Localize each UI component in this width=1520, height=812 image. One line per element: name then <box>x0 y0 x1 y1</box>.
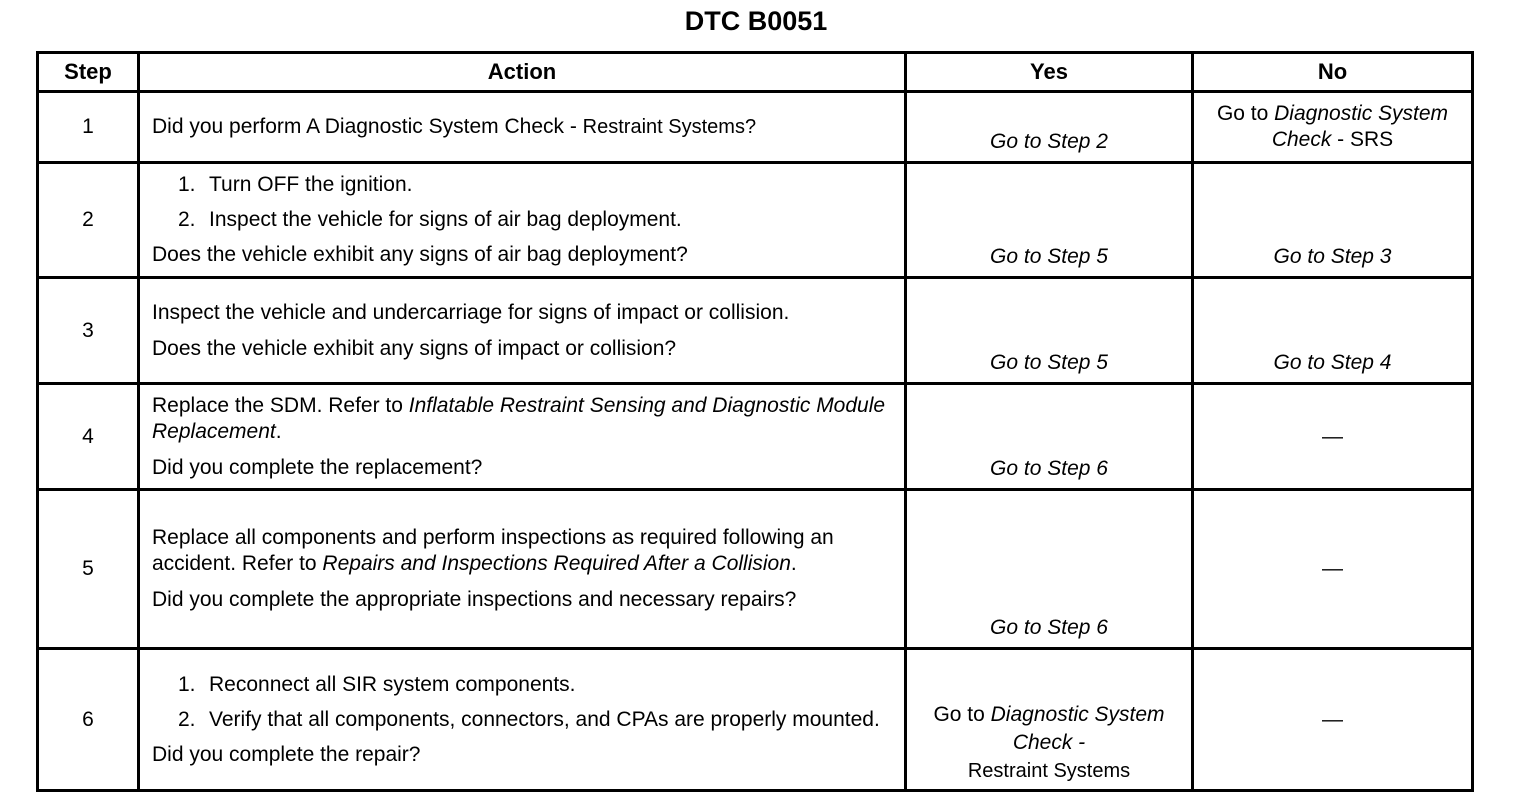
yes-cell <box>906 92 1193 163</box>
yes-cell <box>906 163 1193 278</box>
action-cell <box>139 384 906 490</box>
reference-link[interactable]: Repairs and Inspections Required After a Collision <box>322 552 791 575</box>
table-row <box>38 163 1473 278</box>
yes-suffix: Restraint Systems <box>967 760 1131 782</box>
list-item: 2. Inspect the vehicle for signs of air bag deployment. <box>178 208 682 231</box>
no-cell <box>1193 649 1473 791</box>
action-cell <box>139 490 906 649</box>
table-row <box>38 384 1473 490</box>
no-suffix: - SRS <box>1331 128 1394 151</box>
list-item: 2. Verify that all components, connectors, and CPAs are properly mounted. <box>178 707 880 731</box>
list-item: 1. Turn OFF the ignition. <box>178 173 413 196</box>
header-row <box>38 53 1473 92</box>
table-row <box>38 490 1473 649</box>
action-text-restraint: Restraint Systems? <box>582 116 757 138</box>
page-title: DTC B0051 <box>684 6 828 36</box>
yes-prefix: Go to <box>933 703 991 726</box>
list-item-text: Turn OFF the ignition. <box>209 173 413 196</box>
action-question: Did you complete the repair? <box>152 742 421 766</box>
reference-link[interactable]: Inflatable Restraint Sensing and Diagnostic Module Replacement <box>152 393 886 443</box>
yes-link[interactable]: Go to Step 6 <box>990 457 1108 480</box>
step-number: 6 <box>38 649 139 791</box>
action-text-end: . <box>275 419 282 443</box>
yes-cell <box>906 649 1193 791</box>
yes-link[interactable]: Go to Step 5 <box>990 351 1108 374</box>
action-cell <box>139 649 906 791</box>
action-cell <box>139 163 906 278</box>
action-text-plain: Replace the SDM. Refer to <box>152 393 409 417</box>
table-row <box>38 278 1473 384</box>
no-cell <box>1193 384 1473 490</box>
no-cell <box>1193 278 1473 384</box>
no-cell <box>1193 163 1473 278</box>
diagnostic-table <box>36 51 1474 792</box>
no-dash: — <box>1322 424 1343 448</box>
action-text <box>152 393 896 445</box>
table-row <box>38 92 1473 163</box>
table-row <box>38 649 1473 791</box>
action-list <box>152 172 896 233</box>
no-cell <box>1193 92 1473 163</box>
action-text: Did you perform A Diagnostic System Check - <box>152 115 583 138</box>
header-no: No <box>1193 53 1473 92</box>
no-prefix: Go to <box>1216 102 1275 125</box>
action-question: Does the vehicle exhibit any signs of air bag deployment? <box>152 243 688 266</box>
action-text-end: . <box>790 552 797 575</box>
no-link[interactable]: Go to Step 3 <box>1273 245 1392 268</box>
list-item-text: Inspect the vehicle for signs of air bag deployment. <box>209 208 682 231</box>
list-item-text: Verify that all components, connectors, and CPAs are properly mounted. <box>209 707 880 731</box>
header-step: Step <box>38 53 139 92</box>
action-list <box>152 672 896 733</box>
action-question: Did you complete the replacement? <box>152 455 483 479</box>
no-link[interactable]: Diagnostic System Check <box>1271 102 1449 151</box>
action-question: Does the vehicle exhibit any signs of impact or collision? <box>152 336 677 360</box>
step-number: 2 <box>38 163 139 278</box>
header-action: Action <box>139 53 906 92</box>
action-cell <box>139 278 906 384</box>
step-number: 5 <box>38 490 139 649</box>
action-text <box>152 525 896 577</box>
action-text-plain: Replace all components and perform inspections as required following an accident. Refer to <box>152 526 834 575</box>
list-item: 1. Reconnect all SIR system components. <box>178 672 576 696</box>
action-text: Inspect the vehicle and undercarriage for signs of impact or collision. <box>152 300 790 324</box>
step-number: 4 <box>38 384 139 490</box>
yes-link[interactable]: Diagnostic System Check - <box>990 703 1165 754</box>
action-cell <box>139 92 906 163</box>
yes-cell <box>906 490 1193 649</box>
no-dash: — <box>1322 557 1343 580</box>
list-item-text: Reconnect all SIR system components. <box>209 672 576 696</box>
step-number: 3 <box>38 278 139 384</box>
no-link[interactable]: Go to Step 4 <box>1273 351 1392 374</box>
yes-link[interactable]: Go to Step 6 <box>990 616 1108 639</box>
step-number: 1 <box>38 92 139 163</box>
yes-link[interactable]: Go to Step 5 <box>990 245 1108 268</box>
yes-link[interactable]: Go to Step 2 <box>990 130 1108 153</box>
header-yes: Yes <box>906 53 1193 92</box>
no-dash: — <box>1322 707 1343 731</box>
action-question: Did you complete the appropriate inspections and necessary repairs? <box>152 588 797 611</box>
yes-cell <box>906 384 1193 490</box>
yes-cell <box>906 278 1193 384</box>
no-cell <box>1193 490 1473 649</box>
